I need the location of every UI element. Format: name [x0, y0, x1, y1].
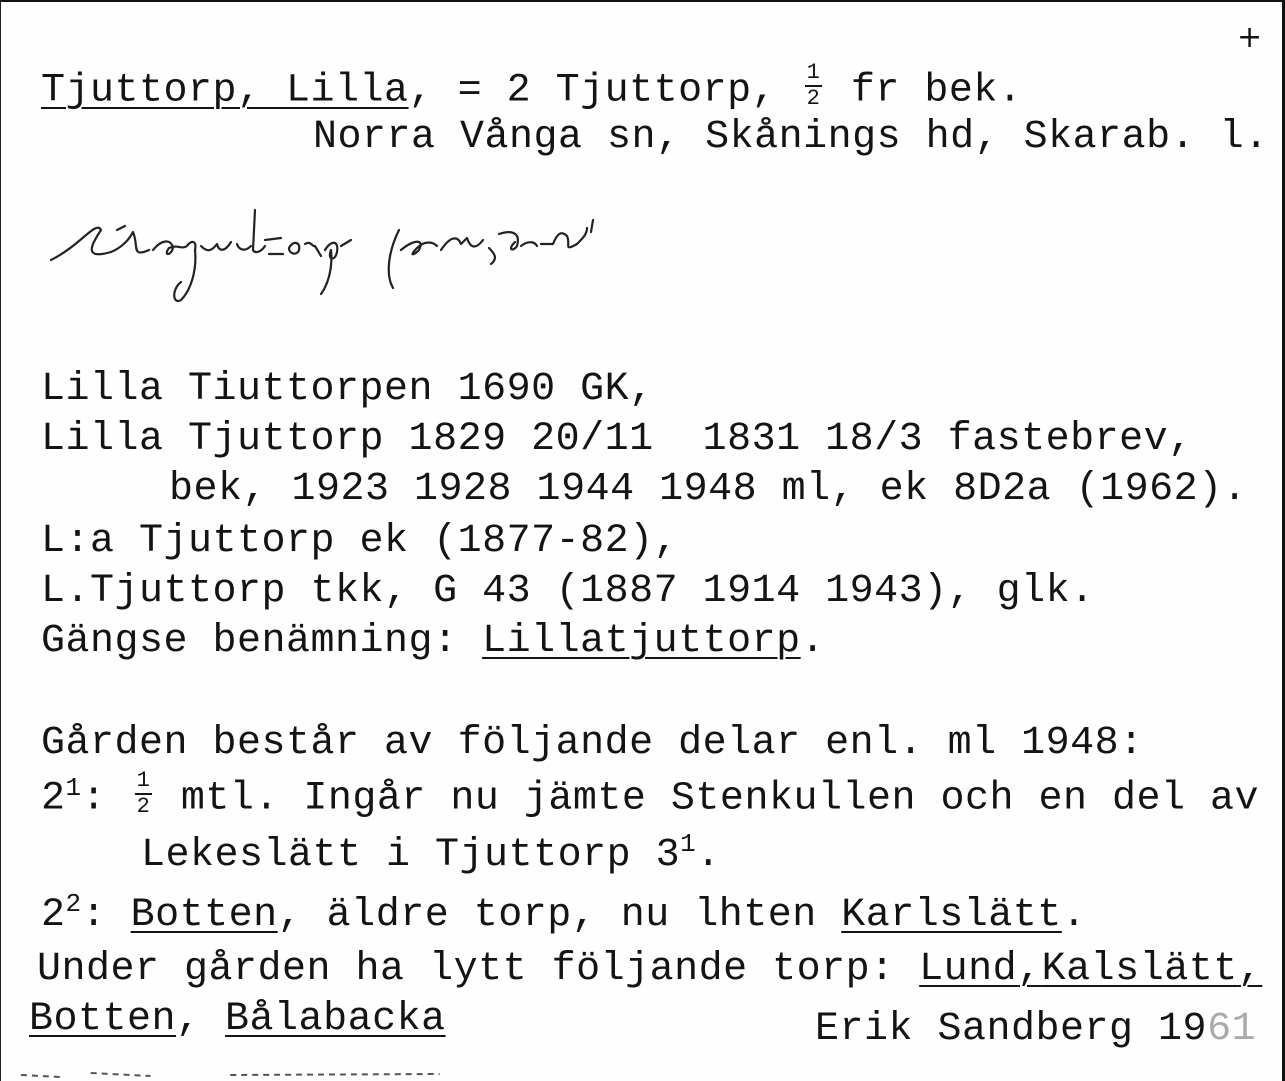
half-fraction-2: $\frac{1}{2}$ — [136, 768, 151, 819]
line-4: L:a Tjuttorp ek (1877-82), — [41, 519, 679, 564]
part-number-1: 2 — [41, 776, 66, 822]
line-10-mid: , äldre torp, nu lhten — [277, 893, 842, 938]
line-1: Lilla Tiuttorpen 1690 GK, — [41, 367, 654, 412]
part-1-description: mtl. Ingår nu jämte Stenkullen och en del av — [156, 776, 1260, 822]
line-3: bek, 1923 1928 1944 1948 ml, ek 8D2a (1962). — [169, 467, 1248, 512]
line-6 — [41, 619, 826, 664]
line-9-period: . — [696, 833, 721, 878]
line-6-period: . — [800, 619, 826, 664]
line-11-text: Under gården ha lytt följande torp: — [37, 947, 920, 992]
line-11-end: , — [1237, 947, 1263, 992]
botten-name: Botten — [130, 893, 278, 938]
karlslatt-name: Karlslätt — [841, 893, 1062, 938]
line-12-comma: , — [176, 997, 226, 1042]
place-name: Tjuttorp, Lilla — [41, 68, 409, 114]
line-7: Gården består av följande delar enl. ml 1948: — [41, 721, 1144, 766]
line-10 — [41, 889, 1087, 938]
scan-edge-marks — [1, 1067, 1282, 1081]
half-fraction: $\frac{1}{2}$ — [806, 60, 821, 111]
line-10-period: . — [1061, 893, 1087, 938]
line-11 — [37, 947, 1263, 992]
kalslatt-name: Kalslätt — [1041, 947, 1238, 992]
header-rest: , = 2 Tjuttorp, — [408, 68, 801, 114]
part-sup-2: 2 — [65, 889, 82, 919]
signature-year-faded: 61 — [1207, 1007, 1257, 1052]
signature — [815, 1007, 1257, 1052]
balabacka-name: Bålabacka — [225, 997, 446, 1042]
header-line — [41, 60, 1023, 114]
part-colon-1: : — [81, 776, 131, 822]
header-after-frac: fr bek. — [826, 68, 1023, 114]
botten-name-2: Botten — [29, 997, 177, 1042]
line-2: Lilla Tjuttorp 1829 20/11 1831 18/3 fastebrev, — [41, 417, 1193, 462]
part-sup-1: 1 — [65, 772, 82, 803]
location-line: Norra Vånga sn, Skånings hd, Skarab. l. — [313, 115, 1269, 160]
part-colon-2: : — [81, 893, 131, 938]
line-11-comma: , — [1017, 947, 1042, 992]
part-number-2: 2 — [41, 893, 66, 938]
handwritten-note — [21, 190, 901, 320]
signature-text: Erik Sandberg 19 — [815, 1007, 1208, 1052]
line-9-sup: 1 — [680, 829, 697, 859]
plus-mark: + — [1237, 20, 1263, 55]
common-name: Lillatjuttorp — [482, 619, 801, 664]
line-8 — [41, 768, 1260, 822]
line-5: L.Tjuttorp tkk, G 43 (1887 1914 1943), glk. — [41, 569, 1095, 614]
line-12 — [29, 997, 446, 1042]
common-name-label: Gängse benämning: — [41, 619, 483, 664]
line-9 — [141, 829, 721, 878]
lund-name: Lund — [919, 947, 1018, 992]
line-9-text: Lekeslätt i Tjuttorp 3 — [141, 833, 681, 878]
